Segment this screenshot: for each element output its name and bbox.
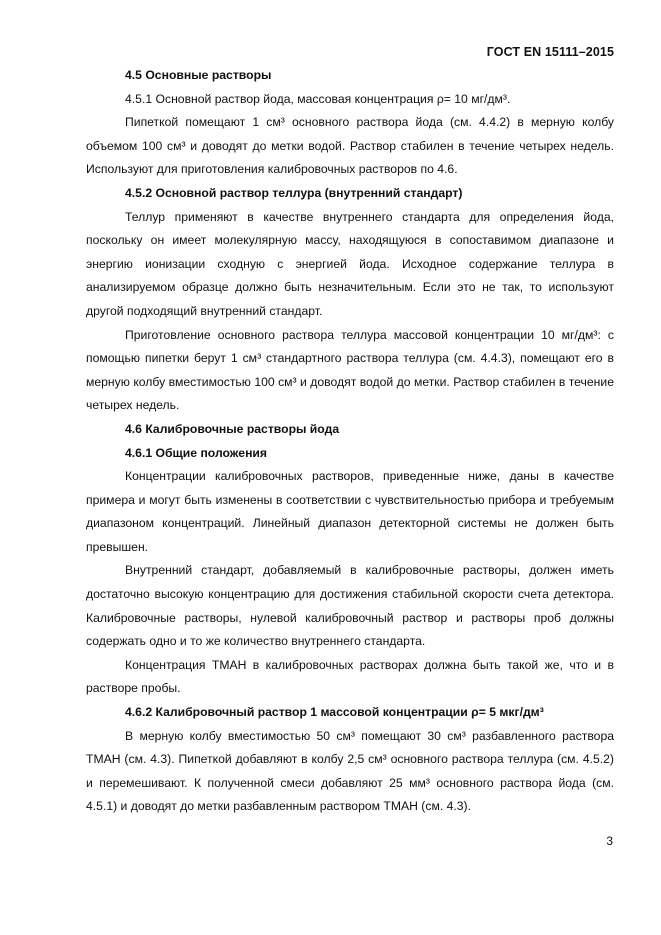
section-4-5-2-heading: 4.5.2 Основной раствор теллура (внутренний стандарт) (125, 185, 463, 200)
section-4-6-2-heading: 4.6.2 Калибровочный раствор 1 массовой концентрации ρ= 5 мкг/дм³ (125, 705, 544, 720)
document-body (86, 64, 614, 819)
section-4-5-2-paragraph-2: Приготовление основного раствора теллура массовой концентрации 10 мг/дм³: с помощью пипетки берут 1 см³ стандартного раствора теллура (см. 4.4.3), помещают его в мерную колбу вместимостью 100 см³ и доводят водой до метки. Раствор стабилен в течение четырех недель. (86, 327, 614, 413)
section-4-6-2-paragraph: В мерную колбу вместимостью 50 см³ помещают 30 см³ разбавленного раствора ТМАН (см. 4.3). Пипеткой добавляют в колбу 2,5 см³ основного раствора теллура (см. 4.5.2) и перемешивают. К полученной смеси добавляют 25 мм³ основного раствора йода (см. 4.5.1) и доводят до метки разбавленным раствором ТМАН (см. 4.3). (86, 728, 614, 814)
section-4-5-1-paragraph: 4.5.1 Основной раствор йода, массовая концентрация ρ= 10 мг/дм³. (125, 91, 511, 106)
page-number: 3 (606, 834, 613, 848)
section-4-6-heading: 4.6 Калибровочные растворы йода (125, 421, 340, 436)
section-4-6-1-paragraph-3: Концентрация ТМАН в калибровочных растворах должна быть такой же, что и в растворе пробы. (86, 657, 614, 696)
section-4-6-1-paragraph-2: Внутренний стандарт, добавляемый в калибровочные растворы, должен иметь достаточно высокую концентрацию для достижения стабильной скорости счета детектора. Калибровочные растворы, нулевой калибровочный раствор и растворы проб должны содержать одно и то же количество внутреннего стандарта. (86, 563, 614, 649)
section-4-6-1-heading: 4.6.1 Общие положения (125, 445, 268, 460)
section-4-5-2-paragraph-1: Теллур применяют в качестве внутреннего стандарта для определения йода, поскольку он имеет молекулярную массу, находящуюся в сопоставимом диапазоне и энергию ионизации сходную с энергией йода. Исходное содержание теллура в анализируемом образце должно быть незначительным. Если это не так, то используют другой подходящий внутренний стандарт. (86, 209, 614, 318)
document-id-header: ГОСТ EN 15111–2015 (486, 45, 614, 59)
section-4-5-heading: 4.5 Основные растворы (125, 68, 272, 82)
section-4-6-1-paragraph-1: Концентрации калибровочных растворов, приведенные ниже, даны в качестве примера и могут быть изменены в соответствии с чувствительностью прибора и требуемым диапазоном концентраций. Линейный диапазон детекторной системы не должен быть превышен. (86, 469, 614, 554)
section-4-5-1-body: Пипеткой помещают 1 см³ основного раствора йода (см. 4.4.2) в мерную колбу объемом 100 см³ и доводят до метки водой. Раствор стабилен в течение четырех недель. Используют для приготовления калибровочных растворов по 4.6. (86, 115, 614, 177)
